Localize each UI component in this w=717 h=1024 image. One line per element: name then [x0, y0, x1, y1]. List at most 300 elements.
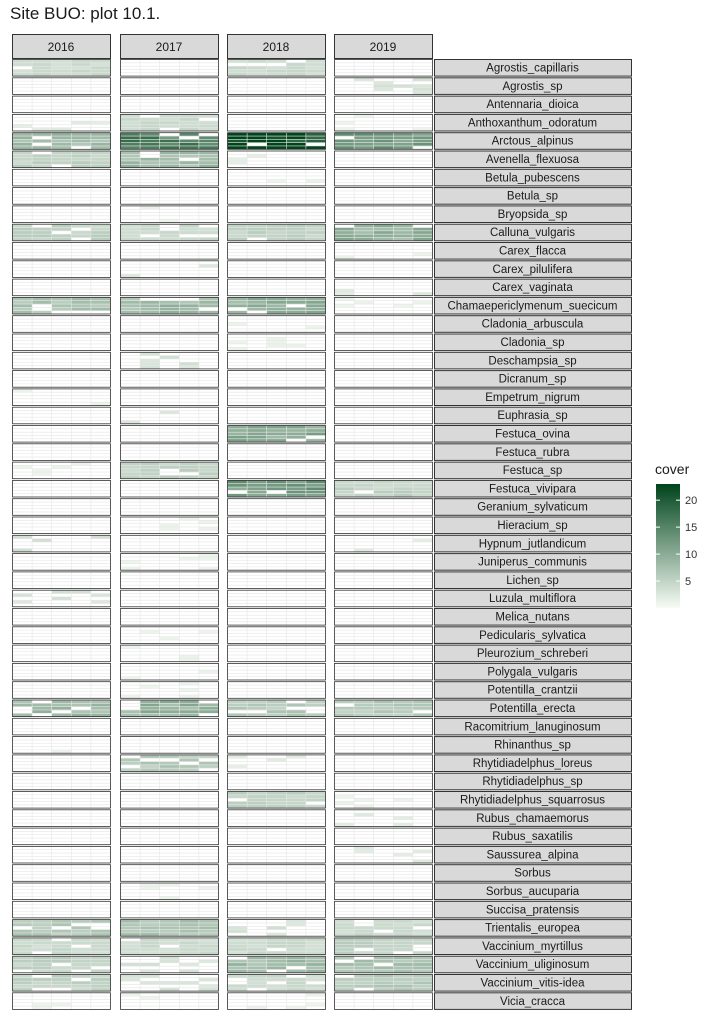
heat-cell [32, 139, 52, 143]
heat-cell [71, 975, 91, 979]
panel-bg [335, 371, 433, 388]
heat-cell [32, 923, 52, 927]
heat-cell [354, 978, 374, 982]
panel-bg [13, 718, 111, 735]
heat-cell [228, 484, 248, 488]
panel-bg [228, 261, 326, 278]
heat-cell [306, 798, 326, 802]
heat-cell [393, 228, 413, 232]
heat-cell [286, 133, 306, 137]
panel-bg [228, 718, 326, 735]
heat-cell [247, 966, 267, 970]
heat-cell [52, 981, 72, 985]
panel-bg [228, 499, 326, 516]
species-label: Racomitrium_lanuginosum [464, 721, 601, 734]
heat-cell [32, 60, 52, 64]
heat-cell [247, 231, 267, 235]
heat-cell [199, 920, 219, 924]
heat-cell [179, 224, 199, 228]
heat-cell [247, 133, 267, 137]
heat-cell [140, 948, 160, 952]
heat-cell [413, 487, 433, 491]
panel-bg [228, 554, 326, 571]
heat-cell [413, 978, 433, 982]
heat-cell [160, 883, 180, 887]
heat-cell [228, 304, 248, 308]
facet-label-2017: 2017 [155, 40, 183, 54]
heat-cell [393, 975, 413, 979]
heat-cell [52, 301, 72, 305]
heat-cell [199, 984, 219, 988]
heat-cell [247, 307, 267, 311]
heat-cell [306, 432, 326, 436]
heat-cell [306, 234, 326, 238]
species-label: Agrostis_capillaris [486, 62, 579, 75]
panel-bg [13, 407, 111, 424]
panel-bg [335, 499, 433, 516]
colorbar-tick-label: 5 [685, 576, 692, 589]
heat-cell [335, 297, 355, 301]
heat-cell [286, 984, 306, 988]
panel-bg [13, 499, 111, 516]
heat-cell [354, 984, 374, 988]
heat-cell [140, 352, 160, 356]
heat-cell [199, 158, 219, 162]
heat-cell [52, 975, 72, 979]
heat-cell [335, 948, 355, 952]
panel-bg [121, 426, 219, 443]
panel-bg [121, 901, 219, 918]
panel-bg [335, 718, 433, 735]
heat-cell [160, 700, 180, 704]
heat-cell [247, 228, 267, 232]
heat-cell [91, 978, 111, 982]
heat-cell [71, 981, 91, 985]
heat-cell [121, 923, 141, 927]
panel-bg [121, 737, 219, 754]
panel-bg [228, 682, 326, 699]
heat-cell [140, 703, 160, 707]
panel-bg [13, 352, 111, 369]
heat-cell [335, 139, 355, 143]
heat-cell [247, 304, 267, 308]
heat-cell [354, 231, 374, 235]
panel-bg [13, 609, 111, 626]
heat-cell [32, 472, 52, 476]
heat-cell [413, 84, 433, 88]
heat-cell [286, 297, 306, 301]
heat-cell [286, 801, 306, 805]
heat-cell [306, 179, 326, 183]
heat-cell [160, 765, 180, 769]
heat-cell [199, 703, 219, 707]
heat-cell [306, 231, 326, 235]
panel-bg [121, 334, 219, 351]
heat-cell [413, 850, 433, 854]
heat-cell [335, 143, 355, 147]
panel-bg [13, 316, 111, 333]
heat-cell [374, 231, 394, 235]
heat-cell [13, 231, 33, 235]
panel-bg [228, 590, 326, 607]
heat-cell [335, 926, 355, 930]
heat-cell [228, 234, 248, 238]
panel-bg [228, 883, 326, 900]
heat-cell [199, 755, 219, 759]
heat-cell [413, 984, 433, 988]
heat-cell [140, 700, 160, 704]
heat-cell [52, 136, 72, 140]
heat-cell [267, 798, 287, 802]
heat-cell [121, 948, 141, 952]
heat-cell [179, 707, 199, 711]
heat-cell [71, 938, 91, 942]
heat-cell [13, 981, 33, 985]
heat-cell [267, 975, 287, 979]
heat-cell [354, 136, 374, 140]
heat-cell [374, 228, 394, 232]
heat-cell [267, 307, 287, 311]
heat-cell [121, 121, 141, 125]
panel-bg [121, 792, 219, 809]
species-label: Lichen_sp [506, 574, 559, 587]
heat-cell [71, 966, 91, 970]
heat-cell [32, 981, 52, 985]
panel-bg [335, 352, 433, 369]
panel-bg [121, 846, 219, 863]
heat-cell [91, 703, 111, 707]
heat-cell [179, 161, 199, 165]
panel-bg [121, 828, 219, 845]
species-label: Potentilla_erecta [489, 703, 576, 715]
heat-cell [413, 228, 433, 232]
heat-cell [160, 707, 180, 711]
heat-cell [228, 429, 248, 433]
heat-cell [121, 465, 141, 469]
heat-cell [91, 297, 111, 301]
heat-cell [228, 795, 248, 799]
panel-bg [13, 792, 111, 809]
panel-bg [335, 535, 433, 552]
heat-cell [199, 978, 219, 982]
heat-cell [91, 930, 111, 934]
panel-bg [228, 389, 326, 406]
heat-cell [32, 707, 52, 711]
heat-cell [354, 945, 374, 949]
panel-bg [121, 609, 219, 626]
heat-cell [179, 923, 199, 927]
heat-cell [52, 956, 72, 960]
heat-cell [286, 490, 306, 494]
panel-bg [335, 151, 433, 168]
heat-cell [199, 762, 219, 766]
panel-bg [13, 169, 111, 186]
heat-cell [179, 926, 199, 930]
heat-cell [121, 758, 141, 762]
heat-cell [140, 121, 160, 125]
panel-bg [335, 316, 433, 333]
facet-label-2018: 2018 [262, 40, 290, 54]
heat-cell [267, 792, 287, 796]
heat-cell [247, 426, 267, 430]
heat-cell [228, 984, 248, 988]
heat-cell [121, 710, 141, 714]
panel-bg [228, 78, 326, 95]
heat-cell [335, 133, 355, 137]
panel-bg [335, 828, 433, 845]
heat-cell [247, 435, 267, 439]
heat-cell [140, 765, 160, 769]
heat-cell [71, 224, 91, 228]
heat-cell [160, 960, 180, 964]
heat-cell [199, 465, 219, 469]
heat-cell [13, 60, 33, 64]
heat-cell [160, 139, 180, 143]
panel-bg [13, 462, 111, 479]
heat-cell [286, 978, 306, 982]
heat-cell [228, 341, 248, 345]
heat-cell [71, 297, 91, 301]
heat-cell [52, 930, 72, 934]
heat-cell [121, 224, 141, 228]
panel-bg [121, 444, 219, 461]
heat-cell [71, 121, 91, 125]
heat-cell [228, 975, 248, 979]
heat-cell [267, 707, 287, 711]
heat-cell [160, 124, 180, 128]
heat-cell [52, 465, 72, 469]
heat-cell [140, 938, 160, 942]
heat-cell [13, 124, 33, 128]
heat-cell [52, 234, 72, 238]
species-label: Succisa_pratensis [485, 904, 580, 917]
heat-cell [179, 963, 199, 967]
heat-cell [228, 963, 248, 967]
heat-cell [13, 594, 33, 598]
heat-cell [306, 224, 326, 228]
panel-bg [228, 444, 326, 461]
heat-cell [374, 981, 394, 985]
panel-bg [335, 60, 433, 77]
heat-cell [199, 124, 219, 128]
heat-cell [140, 883, 160, 887]
heat-cell [140, 139, 160, 143]
heat-cell [121, 945, 141, 949]
heat-cell [199, 930, 219, 934]
heat-cell [199, 923, 219, 927]
heat-cell [32, 930, 52, 934]
heat-cell [140, 362, 160, 366]
heat-cell [393, 941, 413, 945]
heat-cell [354, 975, 374, 979]
heat-cell [393, 798, 413, 802]
heat-cell [354, 224, 374, 228]
heat-cell [179, 765, 199, 769]
heat-cell [91, 307, 111, 311]
heat-cell [286, 480, 306, 484]
panel-bg [228, 572, 326, 589]
heat-cell [121, 297, 141, 301]
heat-cell [286, 432, 306, 436]
heat-cell [335, 966, 355, 970]
species-label: Pedicularis_sylvatica [479, 629, 586, 642]
heat-cell [393, 480, 413, 484]
heat-cell [228, 945, 248, 949]
heat-cell [393, 703, 413, 707]
species-label: Sorbus_aucuparia [485, 886, 580, 898]
heat-cell [179, 655, 199, 659]
heat-cell [179, 703, 199, 707]
panel-bg [335, 169, 433, 186]
heat-cell [286, 484, 306, 488]
heat-cell [354, 228, 374, 232]
heat-cell [354, 234, 374, 238]
panel-bg [13, 682, 111, 699]
heat-cell [228, 297, 248, 301]
heat-cell [52, 307, 72, 311]
heat-cell [335, 487, 355, 491]
heat-cell [13, 297, 33, 301]
heat-cell [374, 945, 394, 949]
heat-cell [228, 60, 248, 64]
heat-cell [286, 435, 306, 439]
panel-bg [228, 517, 326, 534]
heat-cell [335, 484, 355, 488]
heat-cell [354, 938, 374, 942]
heat-cell [306, 66, 326, 70]
heat-cell [71, 948, 91, 952]
species-label: Carex_vaginata [492, 282, 573, 295]
heat-cell [179, 557, 199, 561]
species-label: Festuca_ovina [495, 428, 570, 441]
heat-cell [306, 133, 326, 137]
panel-bg [335, 663, 433, 680]
heat-cell [393, 960, 413, 964]
heat-cell [52, 69, 72, 73]
heat-cell [335, 801, 355, 805]
panel-bg [13, 755, 111, 772]
panel-bg [121, 169, 219, 186]
heat-cell [91, 154, 111, 158]
species-label: Vaccinium_myrtillus [482, 940, 583, 953]
heat-cell [286, 63, 306, 67]
heat-cell [247, 480, 267, 484]
panel-bg [121, 60, 219, 77]
panel-bg [335, 389, 433, 406]
heat-cell [71, 161, 91, 165]
panel-bg [121, 279, 219, 296]
heat-cell [374, 703, 394, 707]
heat-cell [121, 307, 141, 311]
heat-cell [32, 539, 52, 543]
heat-cell [121, 301, 141, 305]
heat-cell [179, 143, 199, 147]
heat-cell [335, 480, 355, 484]
heat-cell [160, 956, 180, 960]
heat-cell [199, 139, 219, 143]
heat-cell [52, 597, 72, 601]
heat-cell [199, 670, 219, 674]
heat-cell [413, 700, 433, 704]
heat-cell [160, 926, 180, 930]
heat-cell [306, 304, 326, 308]
heat-cell [179, 465, 199, 469]
heat-cell [247, 60, 267, 64]
heat-cell [160, 234, 180, 238]
heat-cell [286, 960, 306, 964]
heat-cell [121, 993, 141, 997]
panel-bg [121, 78, 219, 95]
panel-bg [13, 279, 111, 296]
heat-cell [13, 984, 33, 988]
colorbar-tick-label: 15 [685, 522, 698, 535]
heat-cell [335, 700, 355, 704]
panel-bg [228, 279, 326, 296]
heat-cell [52, 228, 72, 232]
heat-cell [267, 337, 287, 341]
heat-cell [179, 307, 199, 311]
heat-cell [247, 69, 267, 73]
heat-cell [71, 154, 91, 158]
heat-cell [247, 700, 267, 704]
heat-cell [179, 151, 199, 155]
heat-cell [354, 930, 374, 934]
heat-cell [354, 703, 374, 707]
heat-cell [286, 228, 306, 232]
heat-cell [267, 484, 287, 488]
heat-cell [140, 228, 160, 232]
heat-cell [286, 487, 306, 491]
heat-cell [71, 143, 91, 147]
panel-bg [228, 535, 326, 552]
panel-bg [121, 865, 219, 882]
species-label: Festuca_sp [502, 465, 563, 478]
heat-cell [247, 795, 267, 799]
heat-cell [374, 487, 394, 491]
heat-cell [306, 984, 326, 988]
heat-cell [121, 133, 141, 137]
heat-cell [160, 710, 180, 714]
heat-cell [140, 975, 160, 979]
heat-cell [32, 301, 52, 305]
heat-cell [374, 707, 394, 711]
panel-bg [121, 773, 219, 790]
panel-bg [228, 243, 326, 260]
heat-cell [32, 710, 52, 714]
species-label: Carex_pilulifera [492, 263, 573, 276]
panel-bg [121, 188, 219, 205]
heat-cell [121, 304, 141, 308]
panel-bg [335, 462, 433, 479]
heat-cell [13, 535, 33, 539]
heat-cell [179, 114, 199, 118]
heat-cell [354, 966, 374, 970]
heat-cell [393, 133, 413, 137]
heat-cell [140, 945, 160, 949]
species-label: Trientalis_europea [485, 922, 580, 935]
heat-cell [247, 432, 267, 436]
heat-cell [286, 923, 306, 927]
panel-bg [121, 627, 219, 644]
heat-cell [228, 161, 248, 165]
heat-cell [267, 966, 287, 970]
heat-cell [13, 133, 33, 137]
panel-bg [335, 901, 433, 918]
heat-cell [247, 960, 267, 964]
heat-cell [91, 158, 111, 162]
heat-cell [354, 707, 374, 711]
heat-cell [13, 304, 33, 308]
